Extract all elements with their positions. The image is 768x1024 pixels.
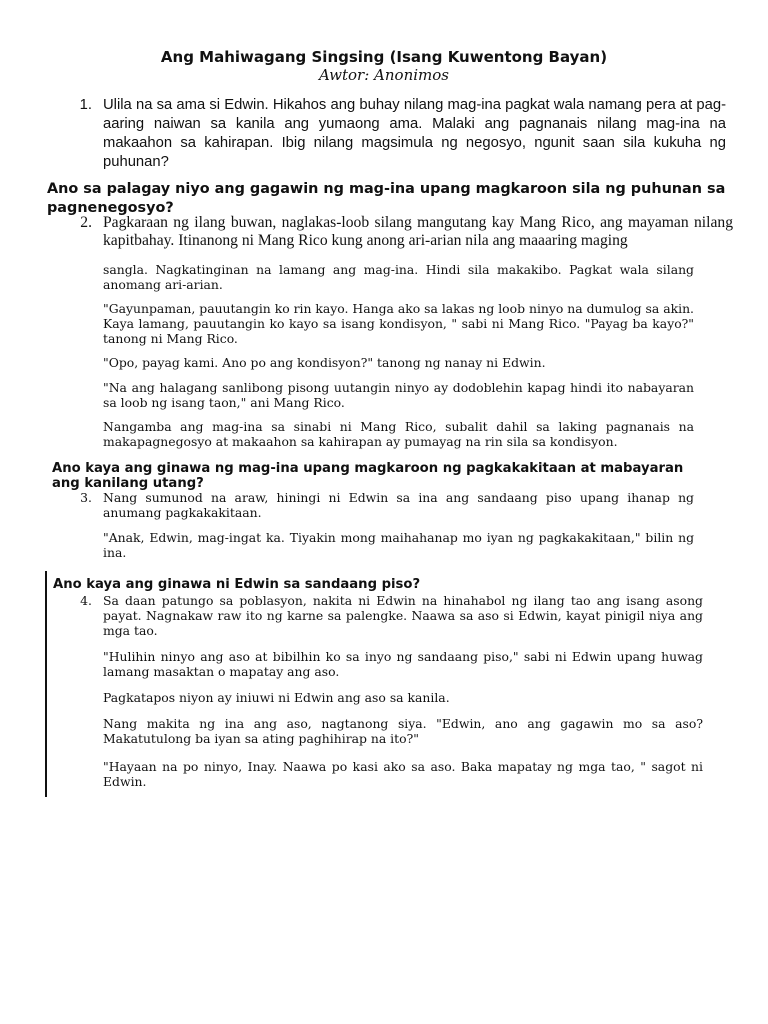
section-4-number: 4. [80, 593, 92, 608]
section-2-paragraph: "Gayunpaman, pauutangin ko rin kayo. Hanga ako sa lakas ng loob ninyo na dumulog sa akin. Kaya lamang, pauutangin ko kayo sa isang kondisyon, " sabi ni Mang Rico. "Payag ba kayo?" tanong ni Mang Rico. [103, 301, 694, 346]
document-author: Awtor: Anonimos [319, 66, 449, 84]
section-2-paragraph: sangla. Nagkatinginan na lamang ang mag-ina. Hindi sila makakibo. Pagkat wala silang anomang ari-arian. [103, 262, 694, 292]
document-title: Ang Mahiwagang Singsing (Isang Kuwentong Bayan) [160, 48, 608, 66]
section-2-paragraph: Nangamba ang mag-ina sa sinabi ni Mang Rico, subalit dahil sa laking pagnanais na makapagnegosyo at makaahon sa kahirapan ay pumayag na rin sila sa kondisyon. [103, 419, 694, 449]
left-margin-rule [45, 571, 47, 797]
section-4-paragraph: Pagkatapos niyon ay iniuwi ni Edwin ang aso sa kanila. [103, 690, 450, 705]
section-4-paragraph: "Hulihin ninyo ang aso at bibilhin ko sa inyo ng sandaang piso," sabi ni Edwin upang huwag lamang masaktan o mapatay ang aso. [103, 649, 703, 679]
section-2-intro: Pagkaraan ng ilang buwan, naglakas-loob silang mangutang kay Mang Rico, ang mayaman nilang kapitbahay. Itinanong ni Mang Rico kung anong ari-arian nila ang maaaring maging [103, 214, 733, 249]
question-2: Ano kaya ang ginawa ng mag-ina upang magkaroon ng pagkakakitaan at mabayaran ang kanilang utang? [52, 461, 684, 491]
section-2-paragraph: "Na ang halagang sanlibong pisong uutangin ninyo ay dodoblehin kapag hindi ito nabayaran sa loob ng isang taon," ani Mang Rico. [103, 380, 694, 410]
section-2-number: 2. [80, 214, 92, 231]
section-1-number: 1. [79, 97, 92, 113]
question-1: Ano sa palagay niyo ang gagawin ng mag-ina upang magkaroon sila ng puhunan sa pagnenegosyo? [47, 181, 726, 216]
question-3: Ano kaya ang ginawa ni Edwin sa sandaang piso? [53, 577, 421, 592]
section-4-paragraph: Nang makita ng ina ang aso, nagtanong siya. "Edwin, ano ang gagawin mo sa aso? Makatutulong ba iyan sa ating paghihirap na ito?" [103, 716, 703, 746]
section-2-paragraph: "Opo, payag kami. Ano po ang kondisyon?" tanong ng nanay ni Edwin. [103, 355, 546, 370]
section-3-paragraph: "Anak, Edwin, mag-ingat ka. Tiyakin mong maihahanap mo iyan ng pagkakakitaan," bilin ng ina. [103, 530, 694, 560]
section-3-paragraph: Nang sumunod na araw, hiningi ni Edwin sa ina ang sandaang piso upang ihanap ng anumang pagkakakitaan. [103, 490, 694, 520]
section-3-number: 3. [80, 490, 92, 505]
section-4-paragraph: "Hayaan na po ninyo, Inay. Naawa po kasi ako sa aso. Baka mapatay ng mga tao, " sagot ni Edwin. [103, 759, 703, 789]
section-1-text: Ulila na sa ama si Edwin. Hikahos ang buhay nilang mag-ina pagkat wala namang pera at pag-aaring naiwan sa kanila ang yumaong ama. Malaki ang pagnanais nilang mag-ina na makaahon sa kahirapan. Ibig nilang magsimula ng negosyo, ngunit saan sila kukuha ng puhunan? [103, 97, 726, 170]
section-4-paragraph: Sa daan patungo sa poblasyon, nakita ni Edwin na hinahabol ng ilang tao ang isang asong payat. Nagnakaw raw ito ng karne sa palengke. Naawa sa aso si Edwin, kayat pinigil niya ang mga tao. [103, 593, 703, 638]
